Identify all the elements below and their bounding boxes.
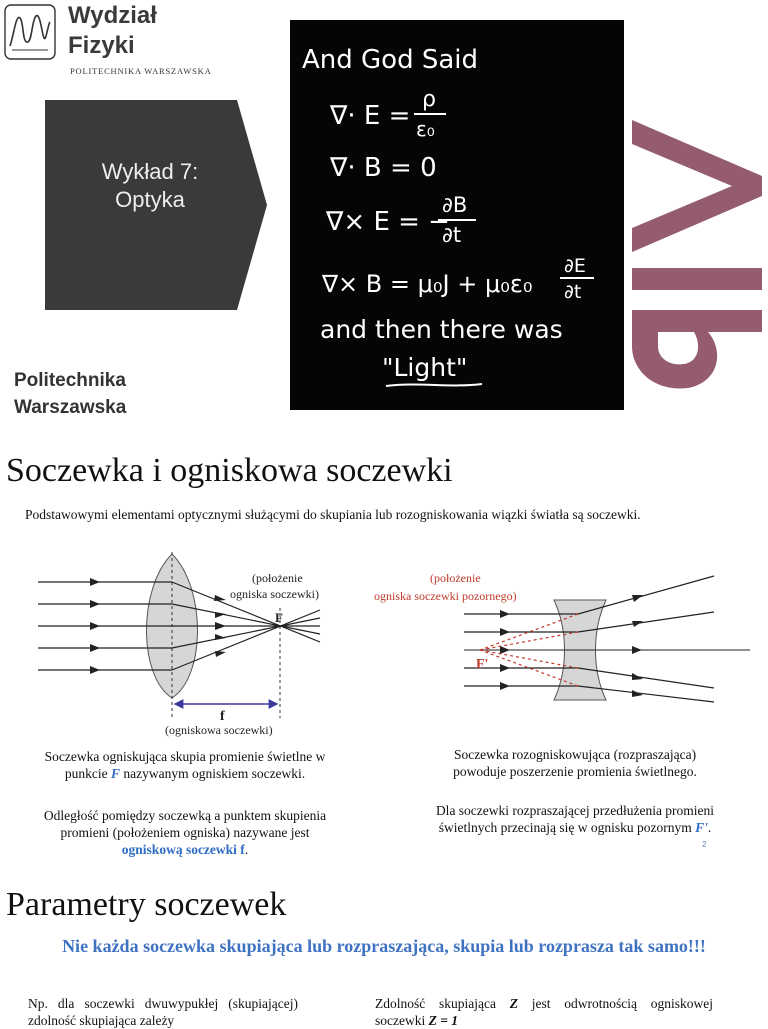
blackboard-eq2: ∇· B = 0: [330, 153, 437, 183]
faculty-name-line1: Wydział: [68, 2, 157, 29]
converging-caption-1-text-a: Soczewka ogniskująca skupia promienie świetlne w punkcie: [44, 749, 326, 781]
faculty-subtitle: POLITECHNIKA WARSZAWSKA: [70, 66, 212, 76]
blackboard-eq4-lhs: ∇× B = μ₀J + μ₀ε₀: [322, 270, 533, 298]
converging-caption-2: [40, 807, 330, 858]
pw-logo-mark-icon: [628, 120, 766, 412]
university-name-line2: Warszawska: [14, 397, 127, 418]
blackboard-line7: "Light": [382, 353, 468, 382]
converging-focal-f: f: [220, 709, 225, 724]
converging-focus-label-2: ogniska soczewki): [230, 587, 319, 601]
blackboard-eq3-num: ∂B: [442, 193, 468, 217]
diverging-lens-diagram: [370, 560, 762, 710]
converging-focus-label-1: (położenie: [252, 571, 303, 585]
converging-caption-F: F: [110, 766, 120, 781]
converging-focus-F: F: [275, 610, 283, 625]
lecture-title: [60, 158, 240, 214]
diverging-caption-2-text-a: Dla soczewki rozpraszającej przedłużenia promieni świetlnych przecinają się w ognisku pozornym: [435, 803, 715, 835]
slide-number: 2: [702, 840, 707, 849]
lecture-title-line2: Optyka: [115, 187, 185, 212]
right-column-text-b: jest odwrotnością ogniskowej soczewki: [375, 996, 713, 1028]
blackboard-eq3-den: ∂t: [442, 223, 462, 247]
section-title-lens-parameters: Parametry soczewek: [6, 886, 287, 923]
section-subtitle-highlight: Nie każda soczewka skupiająca lub rozpraszająca, skupia lub rozprasza tak samo!!!: [62, 936, 706, 956]
section-title-lens-focal: Soczewka i ogniskowa soczewki: [6, 452, 453, 489]
blackboard-eq4-num: ∂E: [564, 255, 586, 277]
diverging-caption-1: Soczewka rozogniskowująca (rozpraszająca) powoduje poszerzenie promienia świetlnego.: [453, 747, 697, 779]
blackboard-eq1-den: ε₀: [416, 117, 435, 141]
focal-length-term: ogniskową soczewki f: [121, 842, 245, 857]
faculty-logo-icon: [4, 4, 56, 60]
diverging-focus-label-2: ogniska soczewki pozornego): [374, 589, 517, 603]
blackboard-eq4-den: ∂t: [564, 281, 582, 303]
left-column-text: Np. dla soczewki dwuwypukłej (skupiającej) zdolność skupiająca zależy: [28, 996, 298, 1028]
blackboard-line6: and then there was: [320, 315, 563, 344]
converging-caption-1-text-b: nazywanym ogniskiem soczewki.: [119, 766, 306, 781]
formula-Z: Z = 1: [428, 1013, 459, 1028]
diverging-focus-F: F': [476, 657, 489, 672]
university-name-line1: Politechnika: [14, 370, 126, 391]
diverging-caption-F: F': [695, 820, 708, 835]
lecture-title-line1: Wykład 7:: [101, 159, 199, 184]
diverging-caption-2: [430, 802, 720, 836]
converging-caption-1: [40, 748, 330, 782]
blackboard-image: [290, 20, 624, 410]
blackboard-eq1-num: ρ: [422, 87, 436, 112]
symbol-Z: Z: [509, 996, 518, 1011]
blackboard-eq3-lhs: ∇× E = −: [326, 207, 450, 237]
section-intro-text: Podstawowymi elementami optycznymi służącymi do skupiania lub rozogniskowania wiązki światła są soczewki.: [25, 507, 641, 522]
diverging-focus-label-1: (położenie: [430, 571, 481, 585]
faculty-name-line2: Fizyki: [68, 32, 135, 59]
blackboard-eq1-lhs: ∇· E =: [330, 101, 411, 131]
diverging-caption-2-text-b: .: [707, 820, 712, 835]
right-column-text-a: Zdolność skupiająca: [375, 996, 510, 1011]
blackboard-line1: And God Said: [302, 45, 479, 75]
converging-focal-desc: (ogniskowa soczewki): [165, 723, 273, 737]
converging-caption-2-text-b: .: [244, 842, 249, 857]
converging-caption-2-text-a: Odległość pomiędzy soczewką a punktem skupienia promieni (położeniem ogniska) nazywane jest: [43, 808, 327, 840]
converging-lens-diagram: [30, 548, 370, 740]
